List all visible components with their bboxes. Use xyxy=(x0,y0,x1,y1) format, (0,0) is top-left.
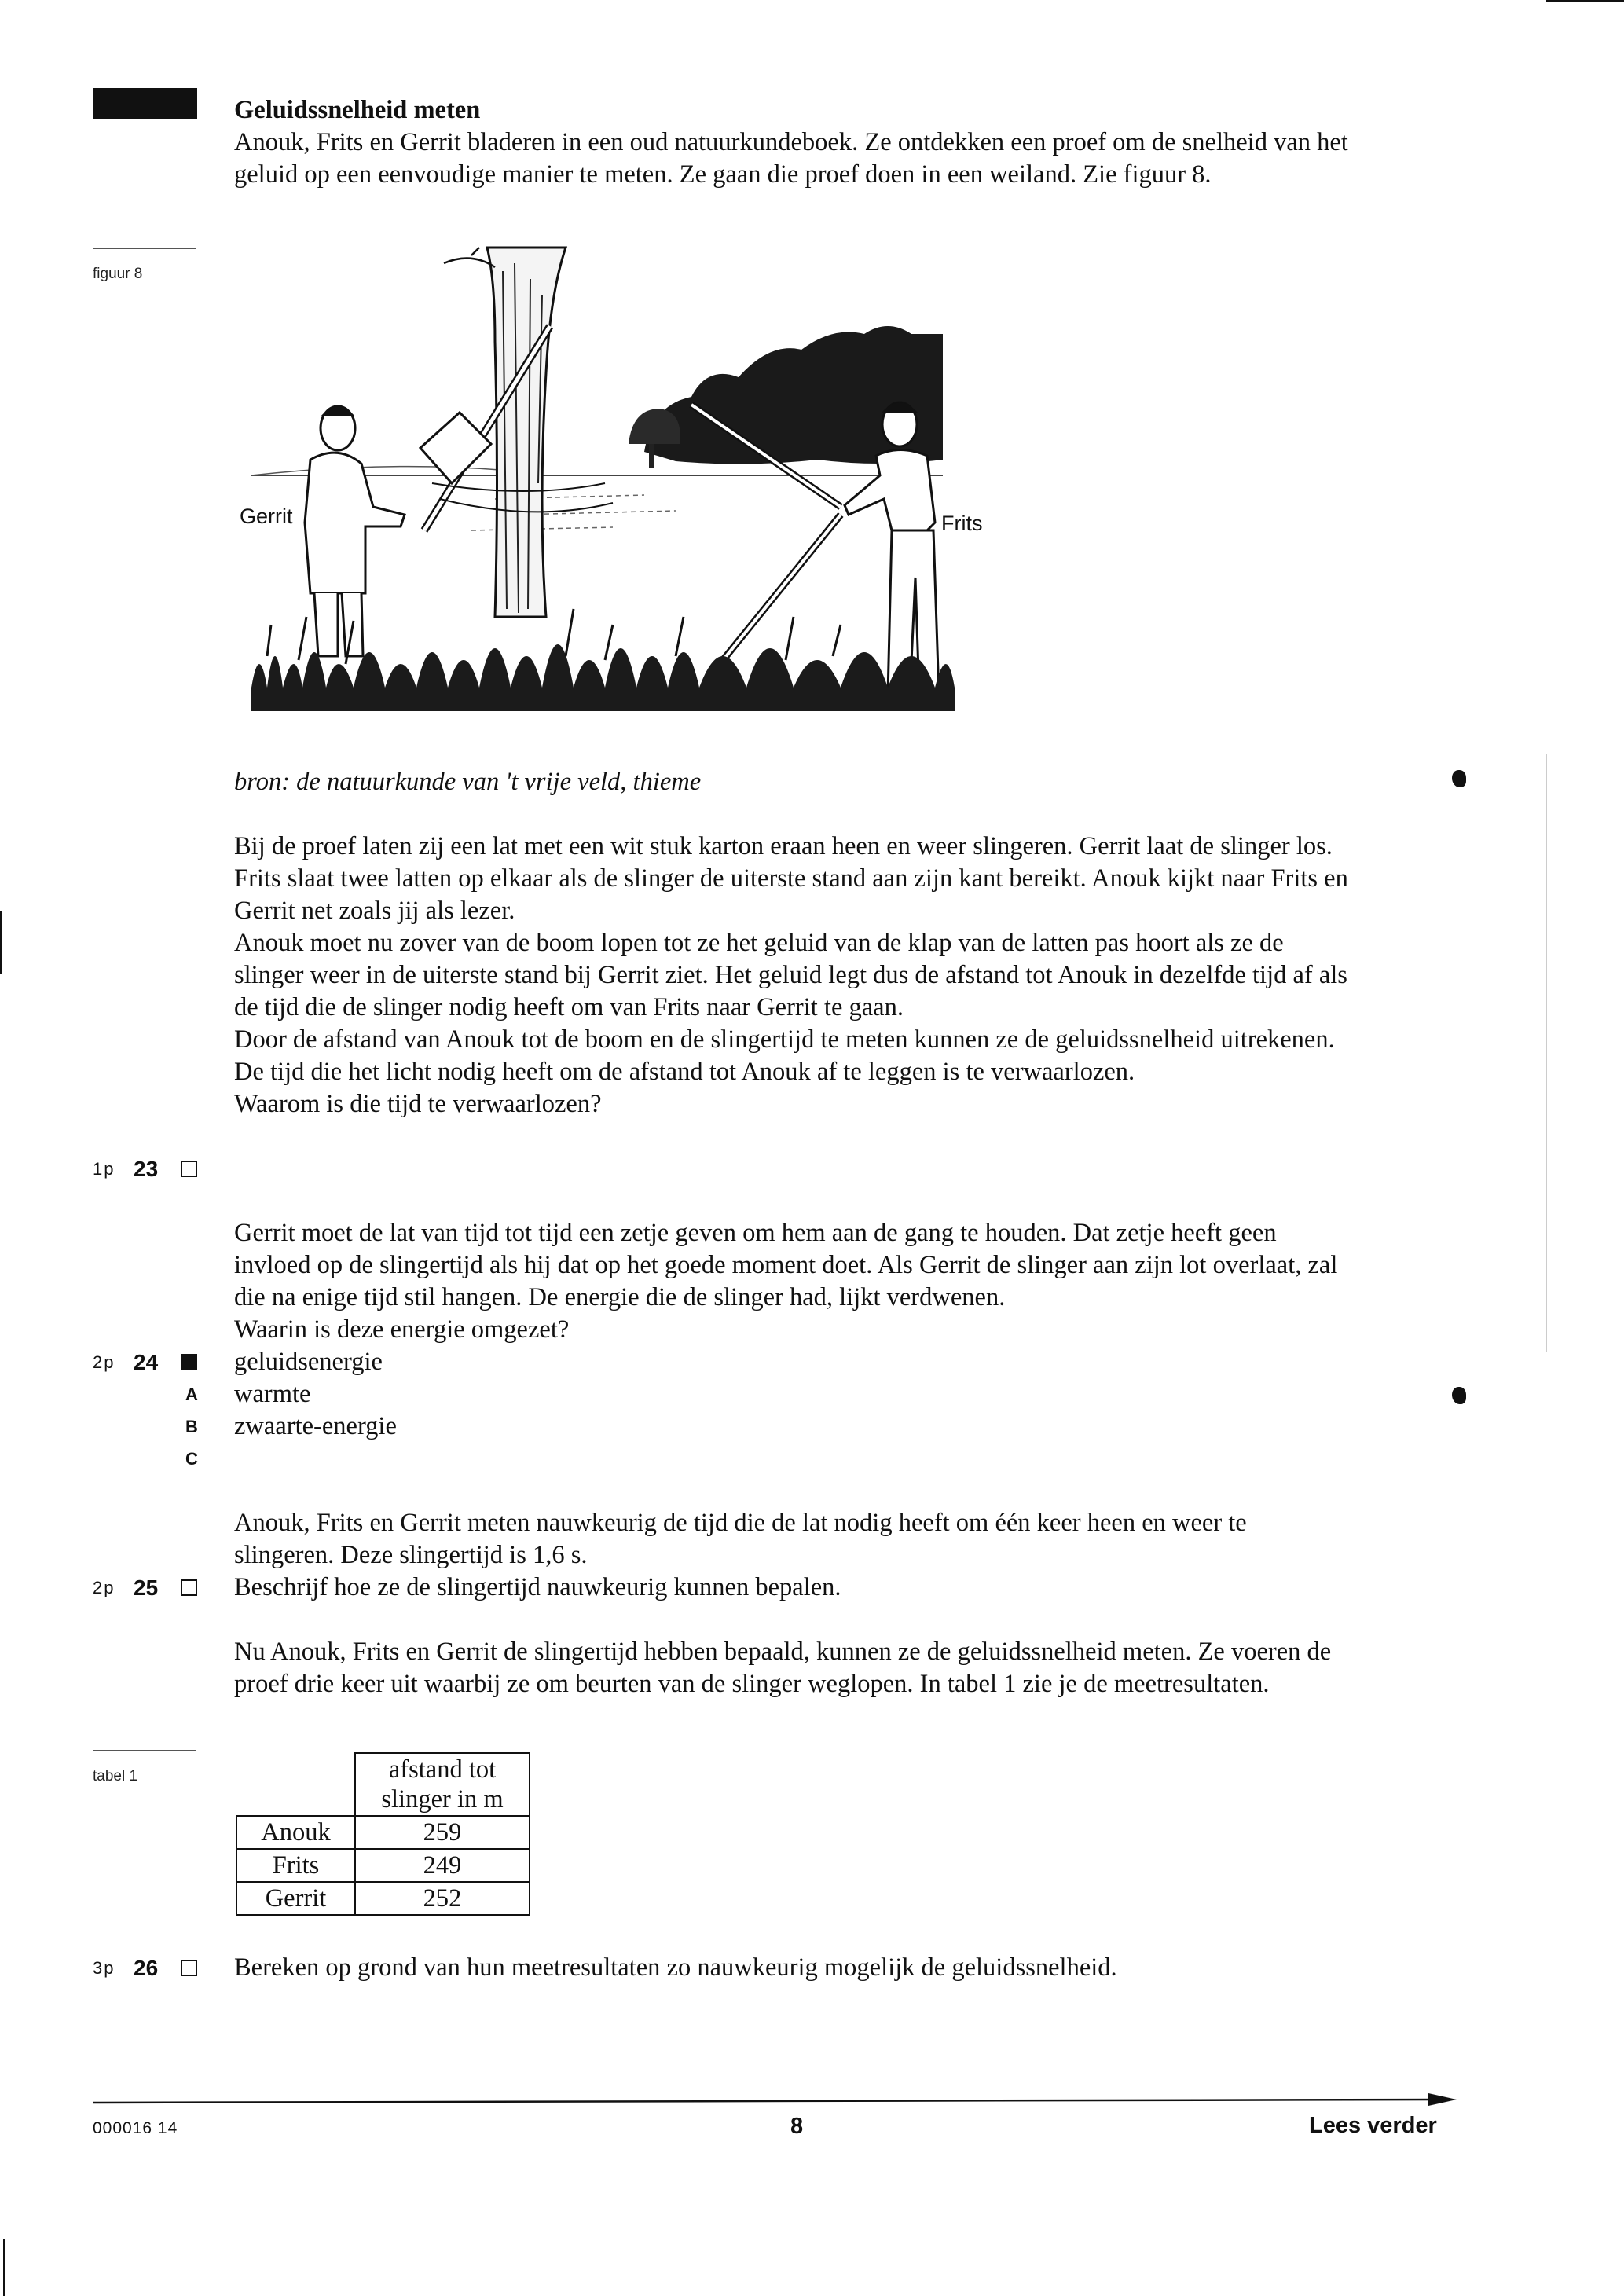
corner-mark xyxy=(1546,0,1624,7)
experiment-description xyxy=(234,831,1350,1120)
option-b-letter: B xyxy=(185,1417,198,1436)
section-intro xyxy=(234,94,1350,191)
option-c-letter: C xyxy=(185,1449,198,1469)
figure-label: figuur 8 xyxy=(93,266,143,282)
scan-edge-mark xyxy=(0,911,2,974)
question-25-checkbox xyxy=(181,1579,197,1596)
footer-code: 000016 14 xyxy=(93,2119,178,2137)
question-23-points: 1p xyxy=(93,1158,115,1179)
pendulum-time-section xyxy=(234,1507,1350,1604)
question-23-number xyxy=(93,1153,218,1185)
question-23-text: Waarom is die tijd te verwaarlozen? xyxy=(234,1090,602,1118)
scan-edge-line xyxy=(1546,754,1547,1352)
section-title: Geluidssnelheid meten xyxy=(234,96,481,124)
intro-paragraph: Anouk, Frits en Gerrit bladeren in een oud natuurkundeboek. Ze ontdekken een proef om de snelheid van het geluid op een eenvoudige manier te meten. Ze gaan die proef doen in een weiland. Zie figuur 8. xyxy=(234,128,1348,189)
question-25-text: Beschrijf hoe ze de slingertijd nauwkeurig kunnen bepalen. xyxy=(234,1573,841,1601)
question-24-num: 24 xyxy=(134,1349,159,1374)
table-cell-name: Anouk xyxy=(236,1816,355,1849)
continue-label: Lees verder xyxy=(1309,2113,1437,2138)
paragraph-2: Anouk moet nu zover van de boom lopen tot ze het geluid van de klap van de latten pas hoort als ze de slinger weer in de uiterste stand bij Gerrit ziet. Het geluid legt dus de afstand tot Anouk in dezelfde tijd af als de tijd die de slinger nodig heeft om van Frits naar Gerrit te gaan. xyxy=(234,929,1347,1021)
scan-edge-mark xyxy=(3,2239,5,2296)
table-header-line-2: slinger in m xyxy=(381,1785,504,1814)
question-25-num: 25 xyxy=(134,1575,159,1600)
table-cell-value: 249 xyxy=(355,1849,530,1882)
table-cell-value: 259 xyxy=(355,1816,530,1849)
question-23-checkbox xyxy=(181,1161,197,1177)
question-26-points: 3p xyxy=(93,1957,115,1978)
question-26-number xyxy=(93,1952,218,1984)
question-26-checkbox xyxy=(181,1960,197,1976)
question-26-text: Bereken op grond van hun meetresultaten zo nauwkeurig mogelijk de geluidssnelheid. xyxy=(234,1953,1117,1982)
margin-rule xyxy=(93,1750,196,1751)
table-row xyxy=(236,1849,530,1882)
paragraph-6: Nu Anouk, Frits en Gerrit de slingertijd hebben bepaald, kunnen ze de geluidssnelheid meten. Ze voeren de proef drie keer uit waarbij ze om beurten van de slinger weglopen. In tabel 1 zie je de meetresultaten. xyxy=(234,1638,1332,1698)
option-c-text: zwaarte-energie xyxy=(234,1412,397,1440)
table-cell-value: 252 xyxy=(355,1882,530,1915)
table-label: tabel 1 xyxy=(93,1768,138,1784)
figure-source: bron: de natuurkunde van 't vrije veld, thieme xyxy=(234,768,702,796)
question-23-num: 23 xyxy=(134,1156,159,1181)
option-a-text: geluidsenergie xyxy=(234,1348,383,1376)
question-24-checkbox xyxy=(181,1354,197,1370)
table-header-line-1: afstand tot xyxy=(388,1755,497,1784)
question-24-number xyxy=(93,1346,218,1378)
question-25-number xyxy=(93,1572,218,1604)
section-marker xyxy=(93,88,197,119)
table-corner-cell xyxy=(236,1753,355,1816)
question-24-text: Waarin is deze energie omgezet? xyxy=(234,1315,570,1344)
scan-speck xyxy=(1452,1387,1466,1404)
question-25-points: 2p xyxy=(93,1577,115,1597)
paragraph-1: Bij de proef laten zij een lat met een wit stuk karton eraan heen en weer slingeren. Gerrit laat de slinger los. Frits slaat twee latten op elkaar als de slinger de uiterste stand aan zijn kant bereikt. Anouk kijkt naar Frits en Gerrit net zoals jij als lezer. xyxy=(234,832,1348,925)
table-header-cell xyxy=(355,1753,530,1816)
paragraph-3: Door de afstand van Anouk tot de boom en de slingertijd te meten kunnen ze de geluidssnelheid uitrekenen. De tijd die het licht nodig heeft om de afstand tot Anouk af te leggen is te verwaarlozen. xyxy=(234,1025,1335,1086)
gerrit-label: Gerrit xyxy=(240,504,293,528)
paragraph-4: Gerrit moet de lat van tijd tot tijd een zetje geven om hem aan de gang te houden. Dat zetje heeft geen invloed op de slingertijd als hij dat op het goede moment doet. Als Gerrit de slinger aan zijn lot overlaat, zal die na enige tijd stil hangen. De energie die de slinger had, lijkt verdwenen. xyxy=(234,1219,1338,1311)
margin-rule xyxy=(93,248,196,249)
table-cell-name: Frits xyxy=(236,1849,355,1882)
option-a-letter: A xyxy=(185,1385,198,1404)
page-number: 8 xyxy=(790,2114,804,2139)
paragraph-5: Anouk, Frits en Gerrit meten nauwkeurig de tijd die de lat nodig heeft om één keer heen en weer te slingeren. Deze slingertijd is 1,6 s. xyxy=(234,1509,1247,1569)
measurement-section xyxy=(234,1636,1350,1700)
scan-speck xyxy=(1452,770,1466,787)
table-row xyxy=(236,1816,530,1849)
energy-section xyxy=(234,1217,1350,1443)
option-b-text: warmte xyxy=(234,1380,311,1408)
frits-label: Frits xyxy=(941,512,983,535)
table-header-row xyxy=(236,1753,530,1816)
footer-arrow xyxy=(93,2092,1460,2107)
results-table xyxy=(236,1752,530,1916)
table-row xyxy=(236,1882,530,1915)
question-26-num: 26 xyxy=(134,1955,159,1980)
figure-8-illustration xyxy=(236,248,983,719)
table-cell-name: Gerrit xyxy=(236,1882,355,1915)
question-26 xyxy=(234,1952,1350,1984)
question-24-points: 2p xyxy=(93,1352,115,1372)
